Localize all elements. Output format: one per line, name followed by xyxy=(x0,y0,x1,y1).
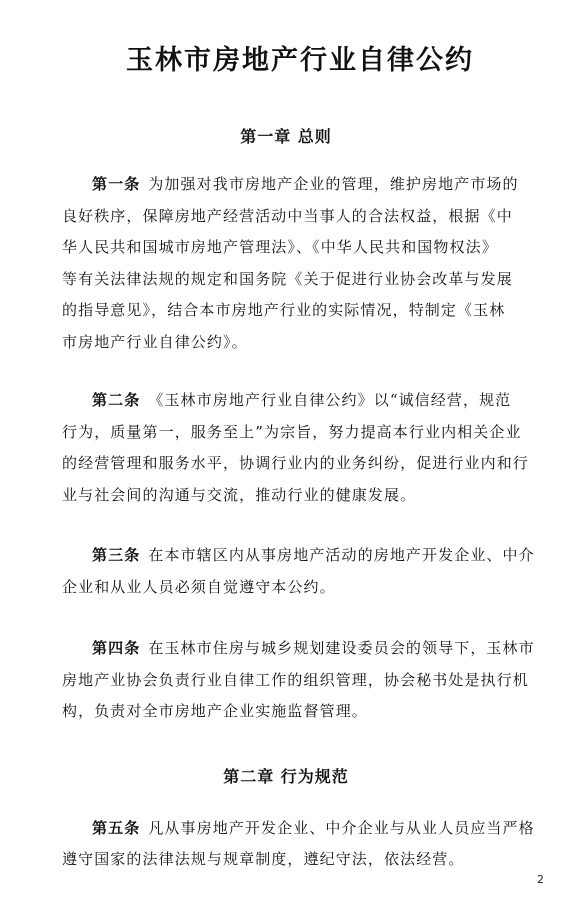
article-1 xyxy=(42,169,538,358)
chapter-heading-2: 第二章 行为规范 xyxy=(223,766,349,786)
article-line xyxy=(62,633,538,665)
article-line: 的经营管理和服务水平，协调行业内的业务纠纷，促进行业内和行 xyxy=(62,454,529,472)
article-number: 第一条 xyxy=(92,175,141,193)
article-line xyxy=(62,169,538,201)
article-line xyxy=(62,813,538,845)
article-line: 的指导意见》，结合本市房地产行业的实际情况，特制定《玉林 xyxy=(62,301,506,319)
article-2 xyxy=(42,385,538,511)
article-3 xyxy=(42,540,538,603)
article-5 xyxy=(42,813,538,876)
article-text: 在本市辖区内从事房地产活动的房地产开发企业、中介 xyxy=(148,546,535,564)
article-line: 华人民共和国城市房地产管理法》、《中华人民共和国物权法》 xyxy=(62,238,498,256)
article-number: 第二条 xyxy=(92,391,141,409)
article-line: 企业和从业人员必须自觉遵守本公约。 xyxy=(62,577,336,596)
article-text: 《玉林市房地产行业自律公约》以“诚信经营，规范 xyxy=(148,391,512,409)
article-number: 第四条 xyxy=(92,639,141,657)
article-line: 房地产业协会负责行业自律工作的组织管理，协会秘书处是执行机 xyxy=(62,670,529,689)
article-text: 凡从事房地产开发企业、中介企业与从业人员应当严格 xyxy=(148,818,535,837)
article-line: 构，负责对全市房地产企业实施监督管理。 xyxy=(62,702,368,720)
article-text: 为加强对我市房地产企业的管理，维护房地产市场的 xyxy=(148,175,519,193)
article-number: 第三条 xyxy=(92,546,141,564)
article-line xyxy=(62,385,538,417)
article-line: 市房地产行业自律公约》。 xyxy=(62,332,248,351)
document-title: 玉林市房地产行业自律公约 xyxy=(126,45,474,76)
article-text: 在玉林市住房与城乡规划建设委员会的领导下，玉林市 xyxy=(148,639,535,657)
page-number: 2 xyxy=(537,873,544,886)
article-line xyxy=(62,540,538,572)
article-4 xyxy=(42,633,538,728)
article-line: 良好秩序，保障房地产经营活动中当事人的合法权益，根据《中 xyxy=(62,206,513,225)
article-line: 遵守国家的法律法规与规章制度，遵纪守法，依法经营。 xyxy=(62,850,465,868)
article-number: 第五条 xyxy=(92,818,141,837)
article-line: 等有关法律法规的规定和国务院《关于促进行业协会改革与发展 xyxy=(62,269,513,288)
article-line: 行为，质量第一，服务至上”为宗旨，努力提高本行业内相关企业 xyxy=(62,422,522,441)
article-line: 业与社会间的沟通与交流，推动行业的健康发展。 xyxy=(62,485,417,504)
chapter-heading-1: 第一章 总则 xyxy=(240,127,332,146)
